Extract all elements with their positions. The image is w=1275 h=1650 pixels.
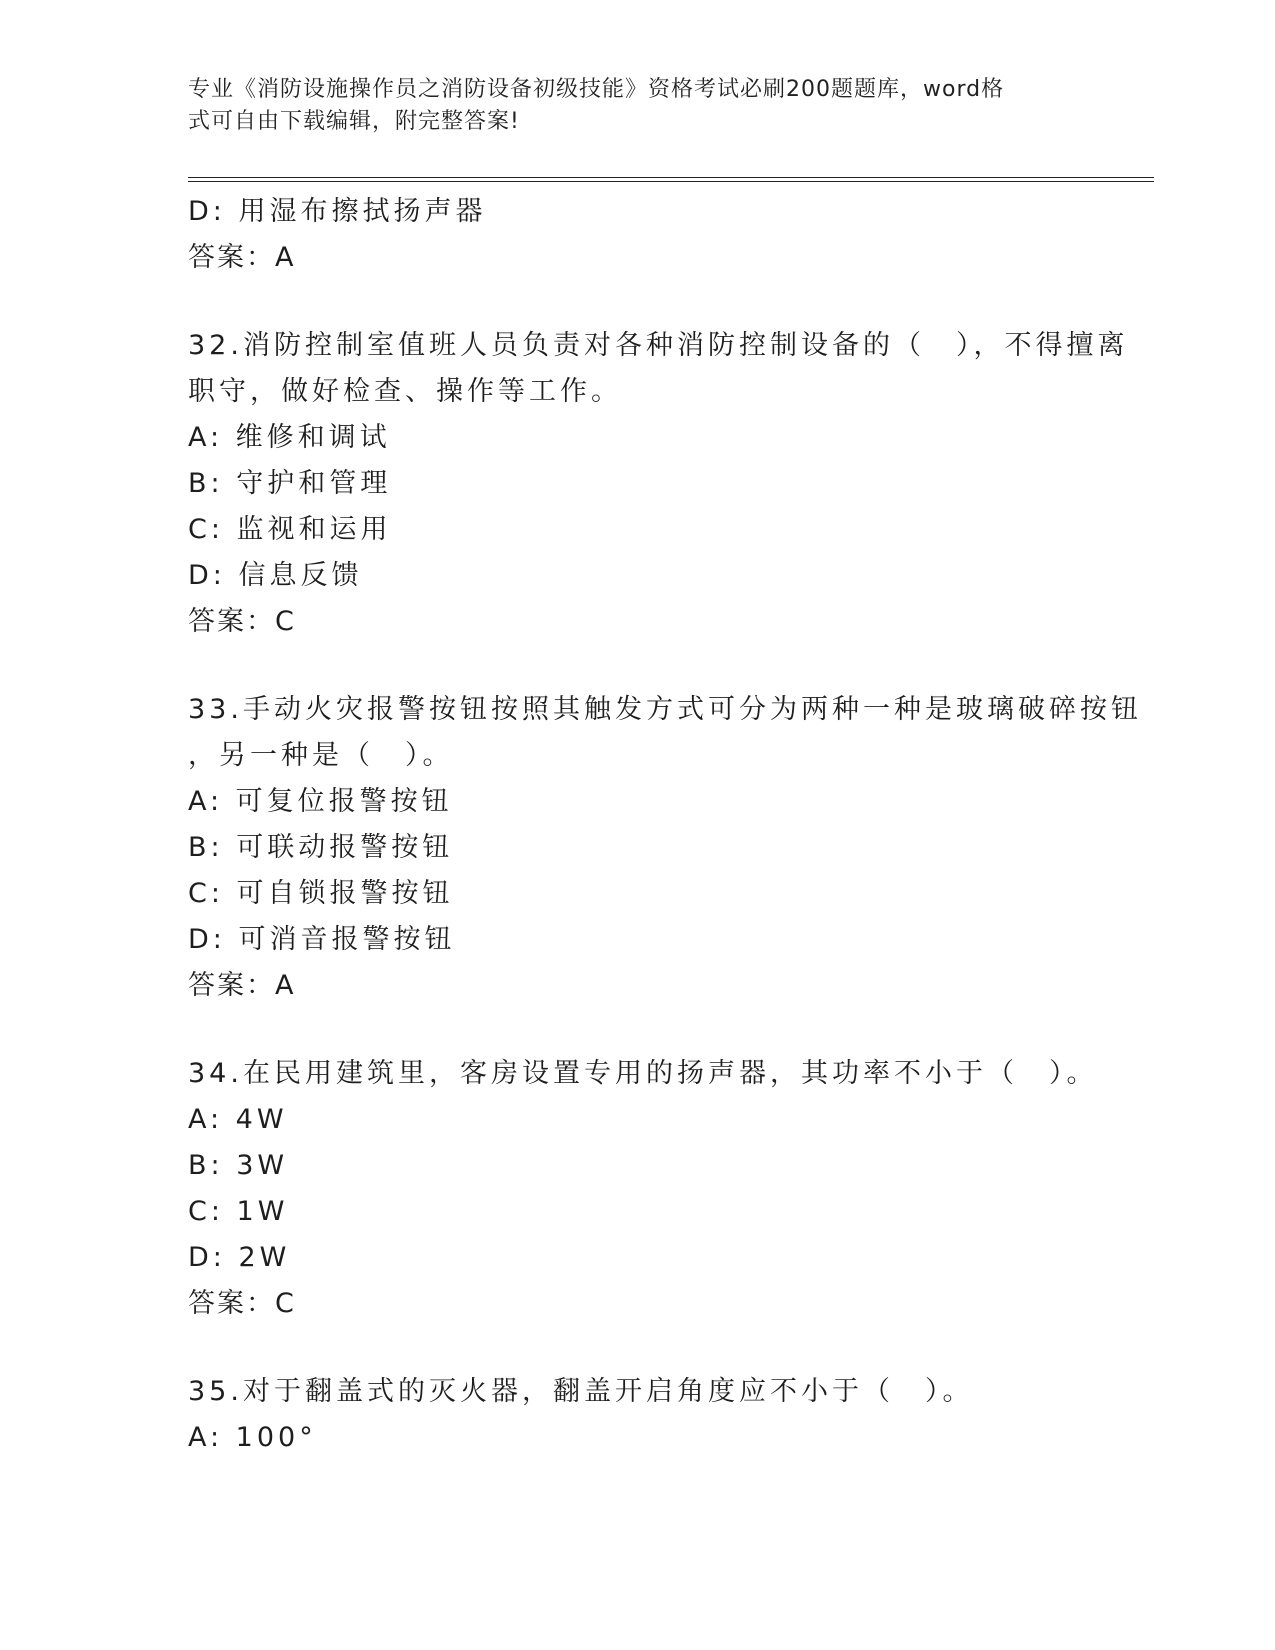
question-32: [188, 323, 1129, 645]
option-a: A: 100°: [188, 1422, 317, 1453]
header-line-1: 专业《消防设施操作员之消防设备初级技能》资格考试必刷200题题库，word格: [188, 77, 1005, 102]
question-stem: 33.手动火灾报警按钮按照其触发方式可分为两种一种是玻璃破碎按钮: [188, 694, 1142, 725]
answer-line: 答案：A: [188, 242, 296, 273]
option-a: A: 可复位报警按钮: [188, 786, 453, 817]
question-stem-continued: 职守，做好检查、操作等工作。: [188, 376, 622, 407]
option-b: B: 3W: [188, 1150, 289, 1181]
option-a: A: 维修和调试: [188, 422, 391, 453]
document-header: [188, 74, 1068, 138]
option-c: C: 监视和运用: [188, 514, 392, 545]
header-line-2: 式可自由下载编辑，附完整答案!: [188, 109, 520, 134]
option-c: C: 1W: [188, 1196, 289, 1227]
header-divider-bottom: [188, 181, 1154, 182]
question-35: [188, 1369, 1088, 1461]
question-34: [188, 1051, 1098, 1327]
answer-line: 答案：C: [188, 1288, 296, 1319]
header-divider-top: [188, 177, 1154, 178]
question-stem: 35.对于翻盖式的灭火器，翻盖开启角度应不小于（ ）。: [188, 1376, 974, 1407]
option-b: B: 可联动报警按钮: [188, 832, 454, 863]
question-list: [188, 189, 1142, 1461]
option-d: D: 信息反馈: [188, 560, 363, 591]
option-d: D: 用湿布擦拭扬声器: [188, 196, 487, 227]
question-stem: 34.在民用建筑里，客房设置专用的扬声器，其功率不小于（ ）。: [188, 1058, 1098, 1089]
answer-line: 答案：C: [188, 606, 296, 637]
option-c: C: 可自锁报警按钮: [188, 878, 454, 909]
answer-line: 答案：A: [188, 970, 296, 1001]
option-d: D: 2W: [188, 1242, 291, 1273]
option-d: D: 可消音报警按钮: [188, 924, 456, 955]
carryover-block: [188, 189, 1088, 281]
question-stem: 32.消防控制室值班人员负责对各种消防控制设备的（ ），不得擅离: [188, 330, 1129, 361]
question-stem-continued: ，另一种是（ ）。: [188, 740, 454, 771]
question-33: [188, 687, 1142, 1009]
option-a: A: 4W: [188, 1104, 288, 1135]
option-b: B: 守护和管理: [188, 468, 392, 499]
